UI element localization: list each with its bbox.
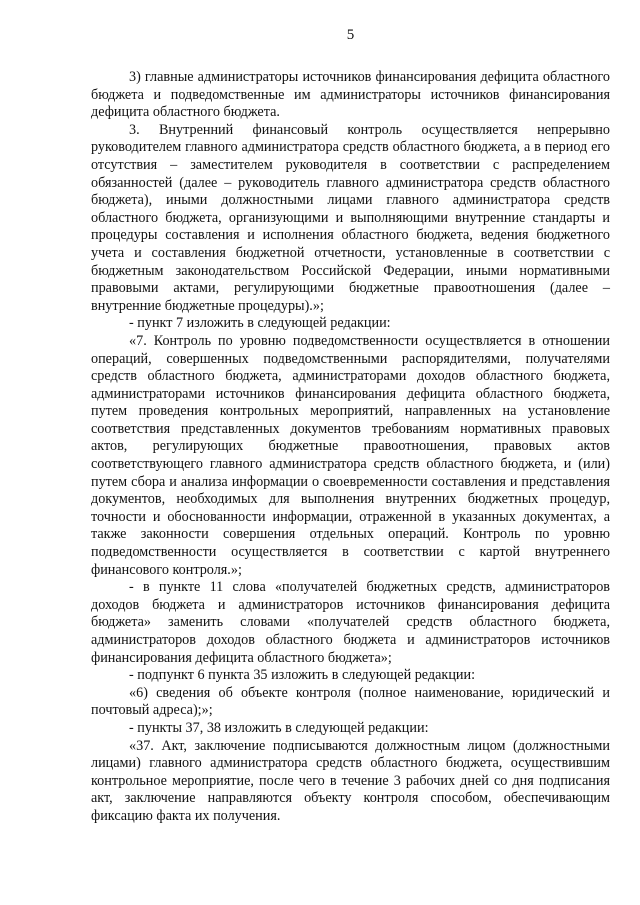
- paragraph-internal-control: 3. Внутренний финансовый контроль осуществляется непрерывно руководителем главного администратора средств областного бюджета, а в период его отсутствия – заместителем руководителя в соответствии с распределением обязанностей (далее – руководитель главного администратора средств областного бюджета), иными должностными лицами главного администратора средств областного бюджета, организующими и выполняющими внутренние стандарты и процедуры составления и исполнения областного бюджета, ведения бюджетного учета и составления бюджетной отчетности, установленные в соответствии с бюджетным законодательством Российской Федерации, иными нормативными правовыми актами, регулирующими бюджетные правоотношения (далее – внутренние бюджетные процедуры).»;: [91, 121, 610, 314]
- paragraph-item11-instruction: - в пункте 11 слова «получателей бюджетных средств, администраторов доходов бюджета и администраторов источников финансирования дефицита бюджета» заменить словами «получателей средств областного бюджета, администраторов доходов областного бюджета и администраторов источников финансирования дефицита областного бюджета»;: [91, 579, 610, 666]
- paragraph-subitem6-text: «6) сведения об объекте контроля (полное наименование, юридический и почтовый адреса);»;: [91, 684, 610, 719]
- paragraph-item7-instruction: - пункт 7 изложить в следующей редакции:: [129, 315, 391, 332]
- paragraph-sources-administrators: 3) главные администраторы источников финансирования дефицита областного бюджета и подведомственные им администраторы источников финансирования дефицита областного бюджета.: [91, 69, 610, 121]
- paragraph-subitem6-instruction: - подпункт 6 пункта 35 изложить в следующей редакции:: [129, 667, 476, 684]
- page-number: 5: [346, 27, 355, 43]
- paragraph-item7-text: «7. Контроль по уровню подведомственности осуществляется в отношении операций, совершенных подведомственными распорядителями, получателями средств областного бюджета, администраторами доходов областного бюджета, администраторами источников финансирования дефицита областного бюджета, путем проведения контрольных мероприятий, направленных на установление соответствия представленных документов требованиям нормативных правовых актов, регулирующих бюджетные правоотношения, правовых актов соответствующего главного администратора средств областного бюджета, и (или) путем сбора и анализа информации о своевременности составления и представления документов, необходимых для выполнения внутренних бюджетных процедур, точности и обоснованности информации, отраженной в указанных документах, а также законности совершения отдельных операций. Контроль по уровню подведомственности осуществляется в соответствии с картой внутреннего финансового контроля.»;: [91, 332, 610, 578]
- document-page: [91, 26, 610, 826]
- paragraph-item37-text: «37. Акт, заключение подписываются должностным лицом (должностными лицами) главного администратора средств областного бюджета, осуществившим контрольное мероприятие, после чего в течение 3 рабочих дней со дня подписания акт, заключение направляются объекту контроля способом, обеспечивающим фиксацию факта их получения.: [91, 737, 610, 824]
- paragraph-items37-38-instruction: - пункты 37, 38 изложить в следующей редакции:: [129, 719, 429, 736]
